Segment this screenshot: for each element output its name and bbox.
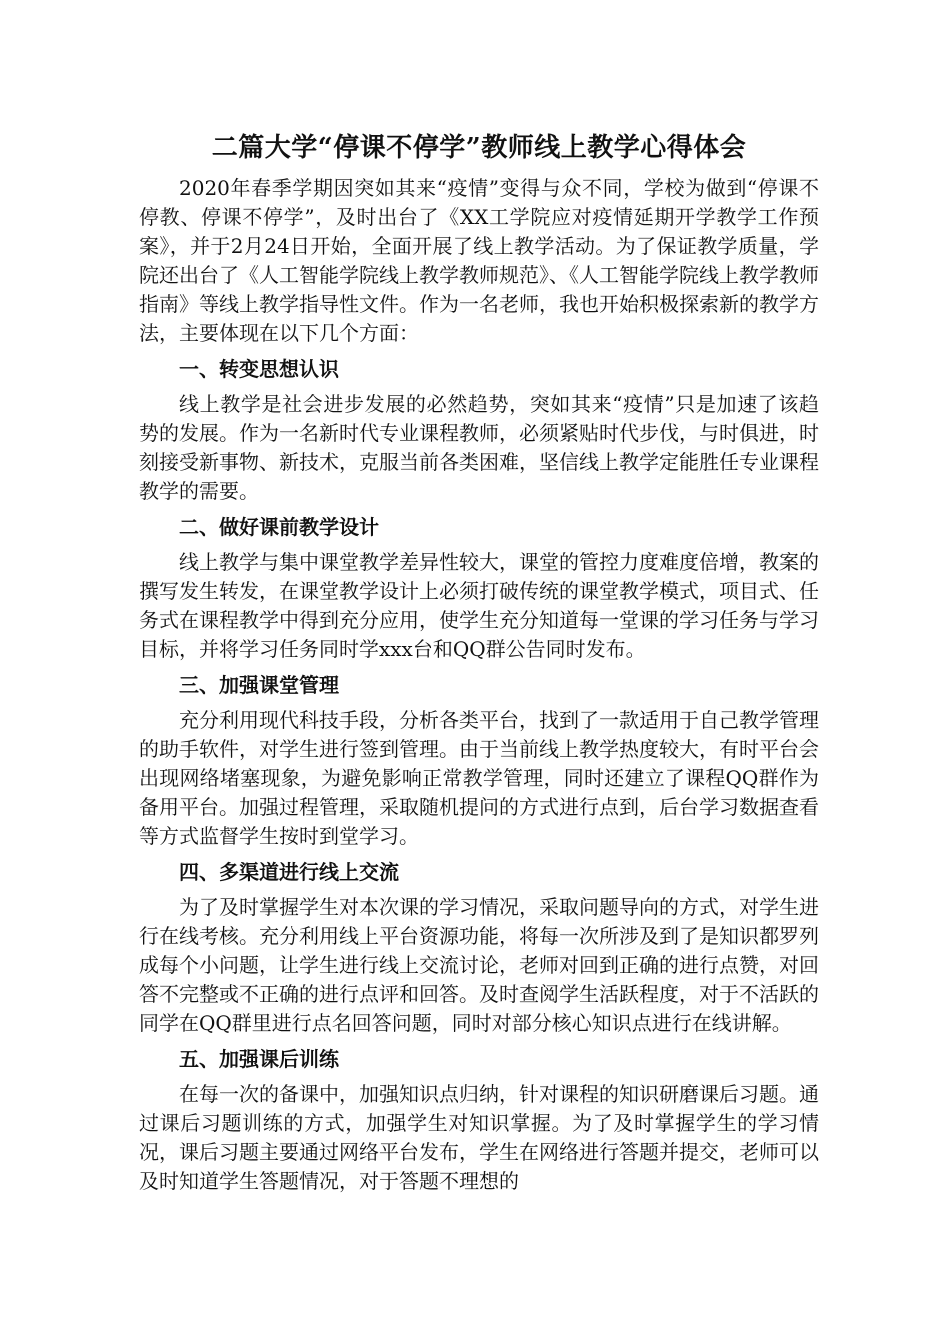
section-heading-4: 四、多渠道进行线上交流 — [179, 860, 399, 884]
document-title: 二篇大学“停课不停学”教师线上教学心得体会 — [211, 133, 747, 163]
section-body-5: 在每一次的备课中，加强知识点归纳，针对课程的知识研磨课后习题。通过课后习题训练的方式，加强学生对知识掌握。为了及时掌握学生的学习情况，课后习题主要通过网络平台发布，学生在网络进行答题并提交，老师可以及时知道学生答题情况，对于答题不理想的 — [139, 1082, 819, 1193]
section-heading-3: 三、加强课堂管理 — [179, 673, 339, 697]
section-body-1: 线上教学是社会进步发展的必然趋势，突如其来“疫情”只是加速了该趋势的发展。作为一名新时代专业课程教师，必须紧贴时代步伐，与时俱进，时刻接受新事物、新技术，克服当前各类困难，坚信线上教学定能胜任专业课程教学的需要。 — [139, 392, 819, 503]
section-body-2: 线上教学与集中课堂教学差异性较大，课堂的管控力度难度倍增，教案的撰写发生转发，在课堂教学设计上必须打破传统的课堂教学模式，项目式、任务式在课程教学中得到充分应用，使学生充分知道每一堂课的学习任务与学习目标，并将学习任务同时学xxx台和QQ群公告同时发布。 — [139, 550, 819, 661]
intro-paragraph: 2020年春季学期因突如其来“疫情”变得与众不同，学校为做到“停课不停教、停课不停学”，及时出台了《XX工学院应对疫情延期开学教学工作预案》，并于2月24日开始，全面开展了线上教学活动。为了保证教学质量，学院还出台了《人工智能学院线上教学教师规范》、《人工智能学院线上教学教师指南》等线上教学指导性文件。作为一名老师，我也开始积极探索新的教学方法，主要体现在以下几个方面： — [139, 176, 819, 345]
document-body — [139, 128, 819, 1196]
section-body-3: 充分利用现代科技手段，分析各类平台，找到了一款适用于自己教学管理的助手软件，对学生进行签到管理。由于当前线上教学热度较大，有时平台会出现网络堵塞现象，为避免影响正常教学管理，同时还建立了课程QQ群作为备用平台。加强过程管理，采取随机提问的方式进行点到，后台学习数据查看等方式监督学生按时到堂学习。 — [139, 708, 819, 848]
section-heading-5: 五、加强课后训练 — [179, 1047, 339, 1071]
section-heading-1: 一、转变思想认识 — [179, 357, 339, 381]
section-heading-2: 二、做好课前教学设计 — [179, 515, 379, 539]
section-body-4: 为了及时掌握学生对本次课的学习情况，采取问题导向的方式，对学生进行在线考核。充分利用线上平台资源功能，将每一次所涉及到了是知识都罗列成每个小问题，让学生进行线上交流讨论，老师对回到正确的进行点赞，对回答不完整或不正确的进行点评和回答。及时查阅学生活跃程度，对于不活跃的同学在QQ群里进行点名回答问题，同时对部分核心知识点进行在线讲解。 — [139, 895, 819, 1035]
